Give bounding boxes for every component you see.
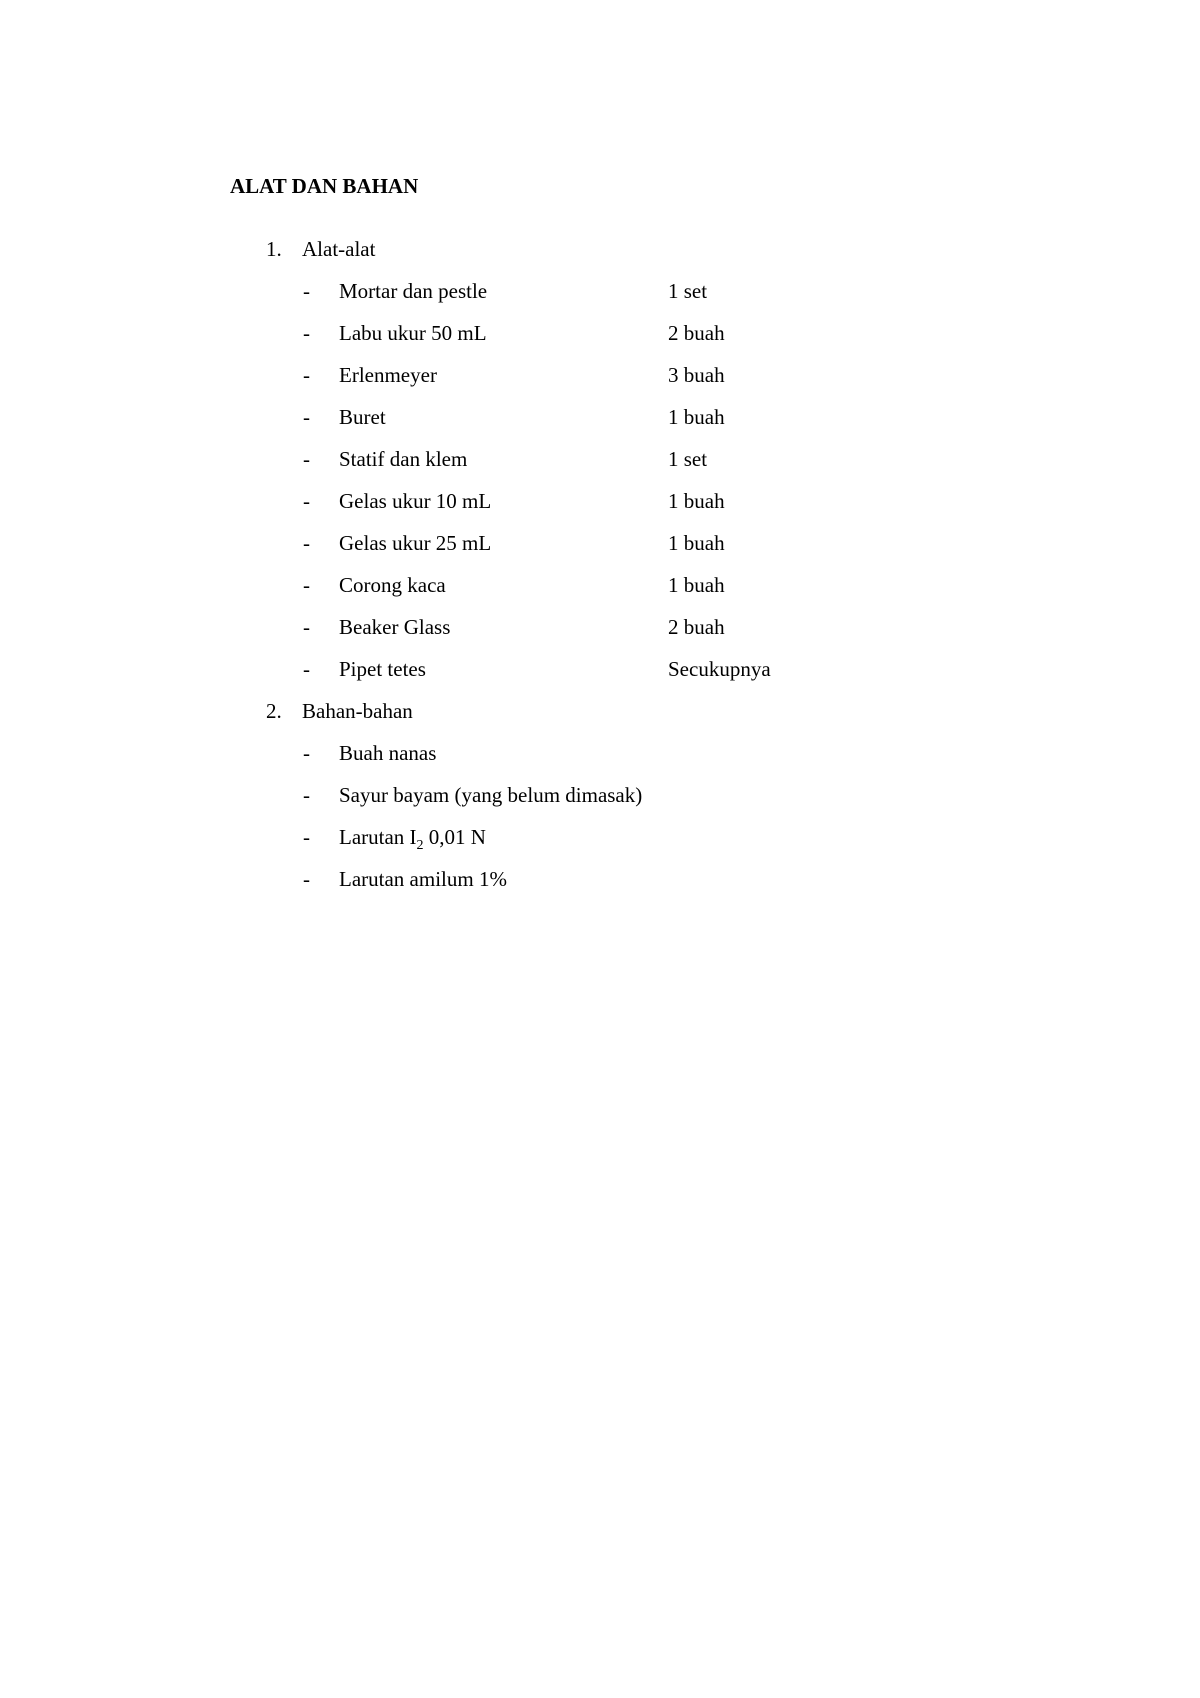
item-quantity: Secukupnya <box>668 657 771 681</box>
section-label: Bahan-bahan <box>302 699 413 723</box>
list-dash: - <box>303 657 310 681</box>
list-dash: - <box>303 531 310 555</box>
item-name: Statif dan klem <box>339 447 468 471</box>
list-dash: - <box>303 573 310 597</box>
page-title: ALAT DAN BAHAN <box>230 174 419 198</box>
item-name: Mortar dan pestle <box>339 279 488 303</box>
section-number: 1. <box>266 237 282 261</box>
item-name: Corong kaca <box>339 573 446 597</box>
list-dash: - <box>303 447 310 471</box>
list-dash: - <box>303 783 310 807</box>
subscript: 2 <box>416 838 424 853</box>
item-quantity: 2 buah <box>668 321 725 345</box>
list-dash: - <box>303 741 310 765</box>
item-quantity: 1 buah <box>668 405 725 429</box>
list-dash: - <box>303 405 310 429</box>
section-label: Alat-alat <box>302 237 376 261</box>
list-dash: - <box>303 321 310 345</box>
item-name: Erlenmeyer <box>339 363 437 387</box>
item-name: Gelas ukur 25 mL <box>339 531 492 555</box>
item-quantity: 1 buah <box>668 531 725 555</box>
item-quantity: 1 buah <box>668 489 725 513</box>
list-dash: - <box>303 279 310 303</box>
item-name: Larutan amilum 1% <box>339 867 507 891</box>
item-quantity: 1 buah <box>668 573 725 597</box>
list-dash: - <box>303 825 310 849</box>
item-quantity: 1 set <box>668 279 708 303</box>
item-name <box>339 825 486 853</box>
item-quantity: 2 buah <box>668 615 725 639</box>
list-dash: - <box>303 363 310 387</box>
list-dash: - <box>303 615 310 639</box>
item-name: Labu ukur 50 mL <box>339 321 487 345</box>
item-name: Pipet tetes <box>339 657 426 681</box>
section-bahan-bahan <box>266 699 413 723</box>
list-dash: - <box>303 867 310 891</box>
section-number: 2. <box>266 699 282 723</box>
item-name: Buah nanas <box>339 741 437 765</box>
item-name: Sayur bayam (yang belum dimasak) <box>339 783 643 807</box>
item-quantity: 3 buah <box>668 363 725 387</box>
item-name: Buret <box>339 405 386 429</box>
list-dash: - <box>303 489 310 513</box>
item-name-text: 0,01 N <box>423 825 486 849</box>
item-name: Gelas ukur 10 mL <box>339 489 492 513</box>
item-name: Beaker Glass <box>339 615 451 639</box>
item-name-text: Larutan I <box>339 825 417 849</box>
item-quantity: 1 set <box>668 447 708 471</box>
section-alat-alat <box>266 237 375 261</box>
